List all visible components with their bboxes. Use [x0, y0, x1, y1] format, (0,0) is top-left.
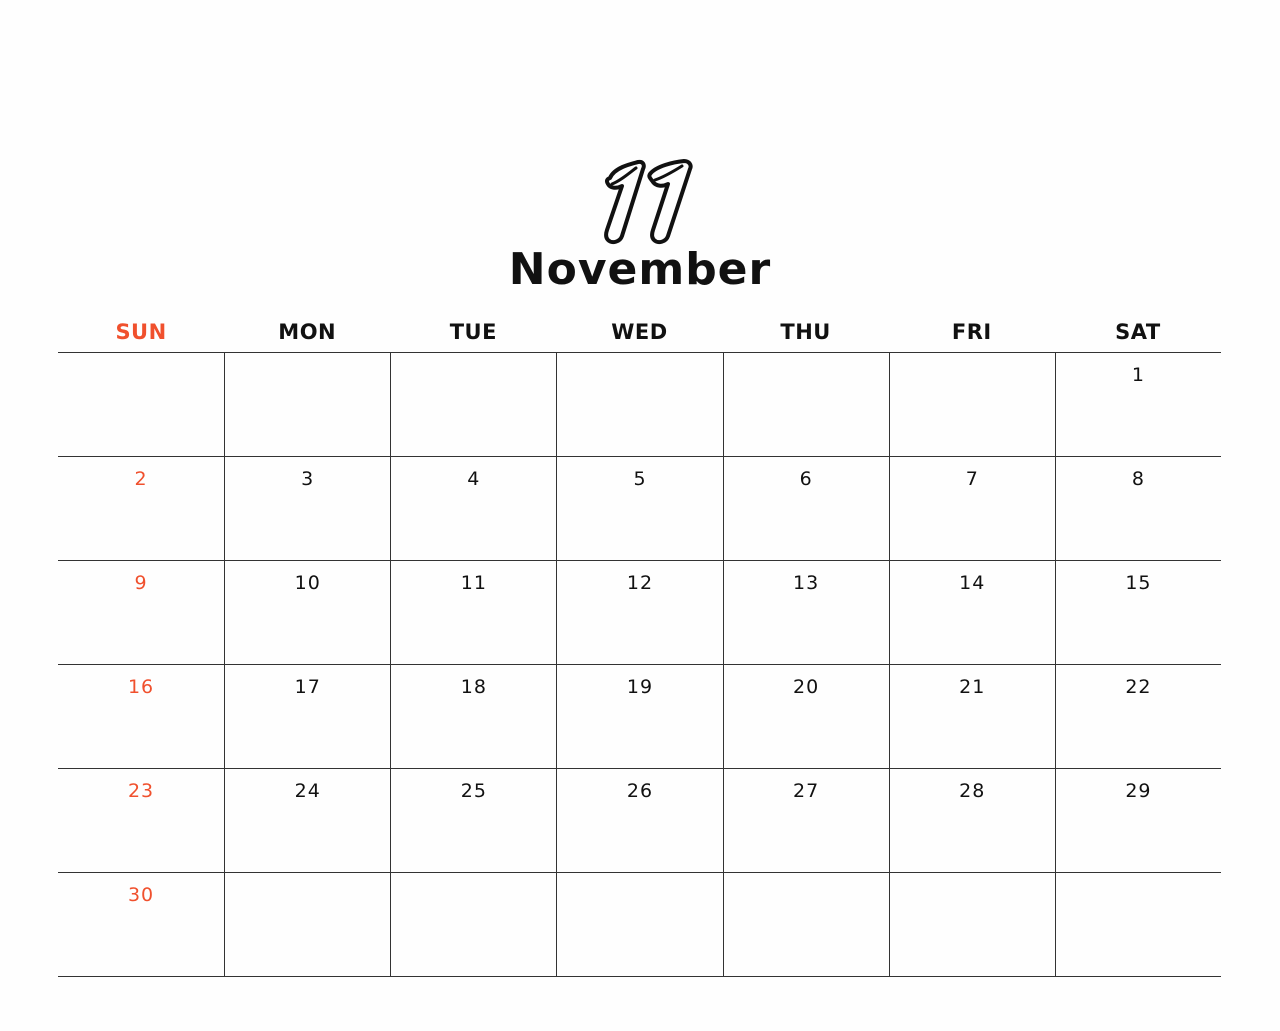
sunday-date-number: 30: [127, 884, 155, 906]
day-cell: [556, 665, 722, 769]
day-cell: [723, 457, 889, 561]
date-number: 5: [633, 468, 647, 490]
day-cell: [1055, 457, 1221, 561]
day-cell: [224, 561, 390, 665]
day-cell: [58, 665, 224, 769]
month-number-outline-art: [590, 156, 700, 248]
day-cell: [889, 665, 1055, 769]
date-number: 6: [799, 468, 813, 490]
day-cell: [556, 353, 722, 457]
month-number-outline-icon: [590, 156, 700, 248]
date-number: 8: [1131, 468, 1145, 490]
day-cell: [224, 873, 390, 977]
date-number: 7: [965, 468, 979, 490]
day-cell: [1055, 769, 1221, 873]
weekday-label-2: TUE: [449, 320, 497, 344]
sunday-date-number: 23: [127, 780, 155, 802]
day-cell: [723, 665, 889, 769]
day-cell: [723, 353, 889, 457]
date-number: 25: [460, 780, 487, 802]
weekday-header-row: [58, 312, 1221, 352]
weekday-label-0: SUN: [115, 320, 167, 344]
date-number: 27: [793, 780, 820, 802]
sunday-date-number: 16: [127, 676, 155, 698]
date-number: 11: [460, 572, 487, 594]
day-cell: [58, 457, 224, 561]
day-cell: [889, 457, 1055, 561]
day-cell: [1055, 665, 1221, 769]
day-cell: [390, 561, 556, 665]
day-cell: [556, 769, 722, 873]
date-number: 29: [1125, 780, 1152, 802]
day-cell: [390, 457, 556, 561]
date-number: 15: [1125, 572, 1152, 594]
weekday-label-5: FRI: [951, 320, 992, 344]
date-number: 21: [959, 676, 986, 698]
sunday-date-number: 2: [134, 468, 148, 490]
day-cell: [58, 769, 224, 873]
date-number: 12: [626, 572, 654, 594]
day-cell: [889, 769, 1055, 873]
day-cell: [224, 457, 390, 561]
date-number: 19: [626, 676, 654, 698]
day-cell: [723, 873, 889, 977]
day-cell: [723, 769, 889, 873]
day-cell: [390, 769, 556, 873]
calendar-grid: [58, 352, 1221, 976]
day-cell: [390, 353, 556, 457]
date-number: 22: [1125, 676, 1152, 698]
date-number: 26: [626, 780, 654, 802]
date-number: 24: [294, 780, 321, 802]
day-cell: [889, 561, 1055, 665]
date-number: 13: [793, 572, 820, 594]
weekday-label-6: SAT: [1115, 320, 1161, 344]
day-cell: [889, 873, 1055, 977]
day-cell: [58, 873, 224, 977]
day-cell: [556, 873, 722, 977]
day-cell: [58, 561, 224, 665]
day-cell: [723, 561, 889, 665]
day-cell: [1055, 353, 1221, 457]
month-title: November: [508, 244, 772, 295]
day-cell: [224, 665, 390, 769]
date-number: 17: [294, 676, 321, 698]
day-cell: [224, 769, 390, 873]
date-number: 3: [301, 468, 315, 490]
weekday-label-4: THU: [780, 320, 831, 344]
sunday-date-number: 9: [134, 572, 148, 594]
day-cell: [390, 873, 556, 977]
date-number: 10: [294, 572, 321, 594]
weekday-label-1: MON: [278, 320, 337, 344]
date-number: 4: [467, 468, 481, 490]
day-cell: [889, 353, 1055, 457]
day-cell: [556, 457, 722, 561]
day-cell: [556, 561, 722, 665]
day-cell: [1055, 873, 1221, 977]
day-cell: [390, 665, 556, 769]
weekday-label-3: WED: [611, 320, 668, 344]
day-cell: [224, 353, 390, 457]
date-number: 18: [460, 676, 487, 698]
day-cell: [1055, 561, 1221, 665]
date-number: 1: [1131, 364, 1145, 386]
date-number: 14: [959, 572, 986, 594]
date-number: 28: [959, 780, 986, 802]
day-cell: [58, 353, 224, 457]
date-number: 20: [793, 676, 820, 698]
